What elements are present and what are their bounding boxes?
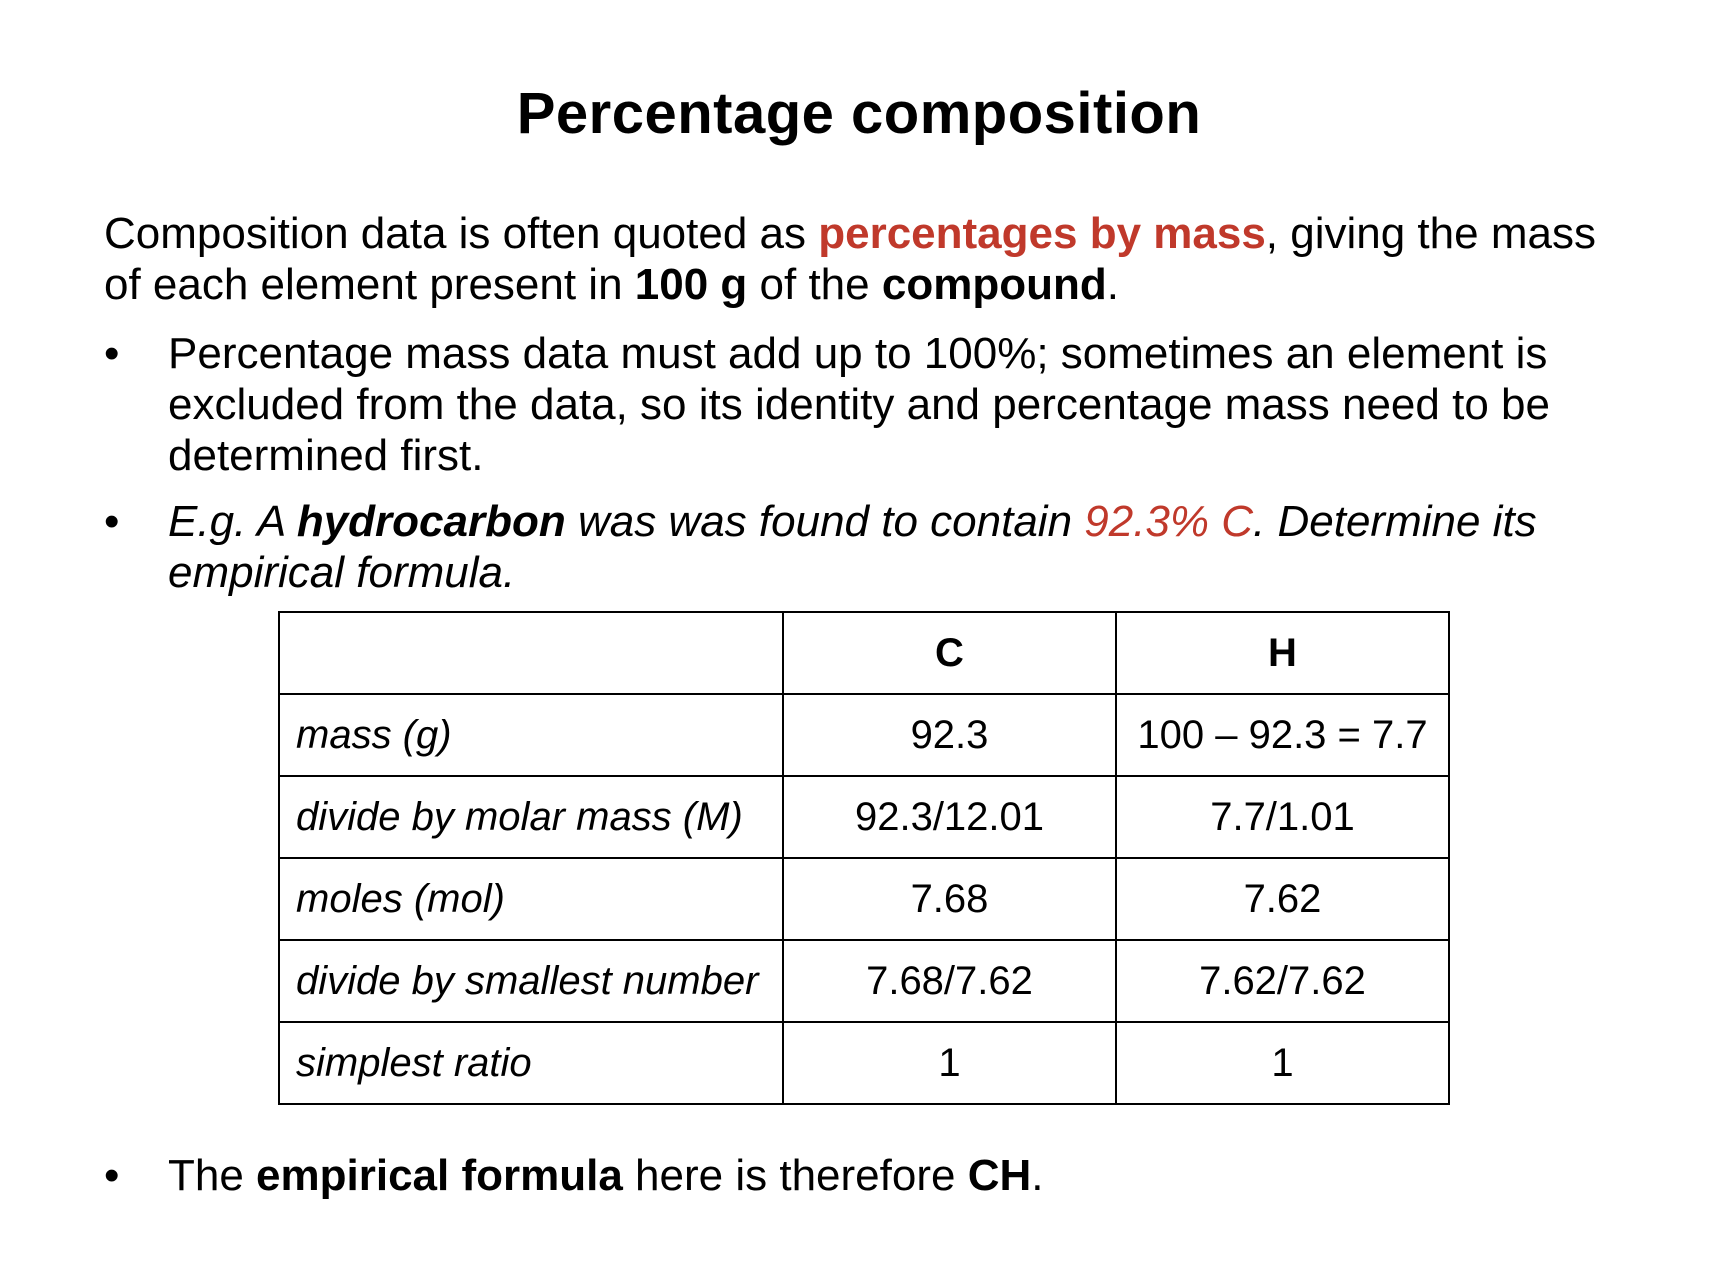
bullet-dot: • [104,329,120,378]
conclusion-text-1: The [168,1151,257,1200]
conclusion-text-3: . [1031,1151,1044,1200]
example-text-3: . Determine its empirical formula. [168,497,1537,597]
cell-h: 7.62 [1116,858,1449,940]
intro-bold-compound: compound [881,260,1107,309]
table-header-cell-c: C [783,612,1116,694]
table-row [279,858,1449,940]
table-row [279,776,1449,858]
cell-h: 100 – 92.3 = 7.7 [1116,694,1449,776]
table-header-cell-h: H [1116,612,1449,694]
row-label: mass (g) [279,694,783,776]
conclusion-bold-ch: CH [967,1151,1032,1200]
table-row [279,940,1449,1022]
row-label: divide by smallest number [279,940,783,1022]
example-highlight: 92.3% C [1084,497,1254,546]
conclusion-text-2: here is therefore [622,1151,968,1200]
bullet-dot: • [104,1151,120,1200]
bullet-text [168,496,1584,598]
table-row [279,1022,1449,1104]
intro-text-4: . [1106,260,1119,309]
row-label: simplest ratio [279,1022,783,1104]
conclusion-bold-formula: empirical formula [256,1151,623,1200]
intro-text-1: Composition data is often quoted as [104,209,819,258]
bullet-conclusion [104,1150,1584,1201]
example-text-1: E.g. A [168,497,297,546]
bullet-percentage-mass [104,328,1584,481]
row-label: divide by molar mass (M) [279,776,783,858]
page-title: Percentage composition [516,81,1202,146]
row-label: moles (mol) [279,858,783,940]
intro-bold-mass: 100 g [634,260,748,309]
table-header-cell-blank [279,612,783,694]
cell-c: 7.68/7.62 [783,940,1116,1022]
bullet-example [104,496,1584,598]
table-row [279,694,1449,776]
cell-h: 7.7/1.01 [1116,776,1449,858]
intro-text-2: , giving the mass of each element present in [104,209,1596,309]
cell-c: 1 [783,1022,1116,1104]
cell-c: 92.3/12.01 [783,776,1116,858]
cell-h: 1 [1116,1022,1449,1104]
intro-highlight: percentages by mass [818,209,1266,258]
cell-c: 7.68 [783,858,1116,940]
example-text-2: was was found to contain [565,497,1085,546]
intro-text-3: of the [747,260,882,309]
intro-paragraph [104,208,1644,310]
bullet-text [168,1150,1584,1201]
cell-c: 92.3 [783,694,1116,776]
empirical-formula-table [278,611,1450,1105]
example-bold-hydrocarbon: hydrocarbon [296,497,566,546]
bullet-dot: • [104,497,120,546]
cell-h: 7.62/7.62 [1116,940,1449,1022]
table-header-row [279,612,1449,694]
bullet-text: Percentage mass data must add up to 100%; sometimes an element is excluded from the data, so its identity and percentage mass need to be determined first. [168,329,1550,480]
